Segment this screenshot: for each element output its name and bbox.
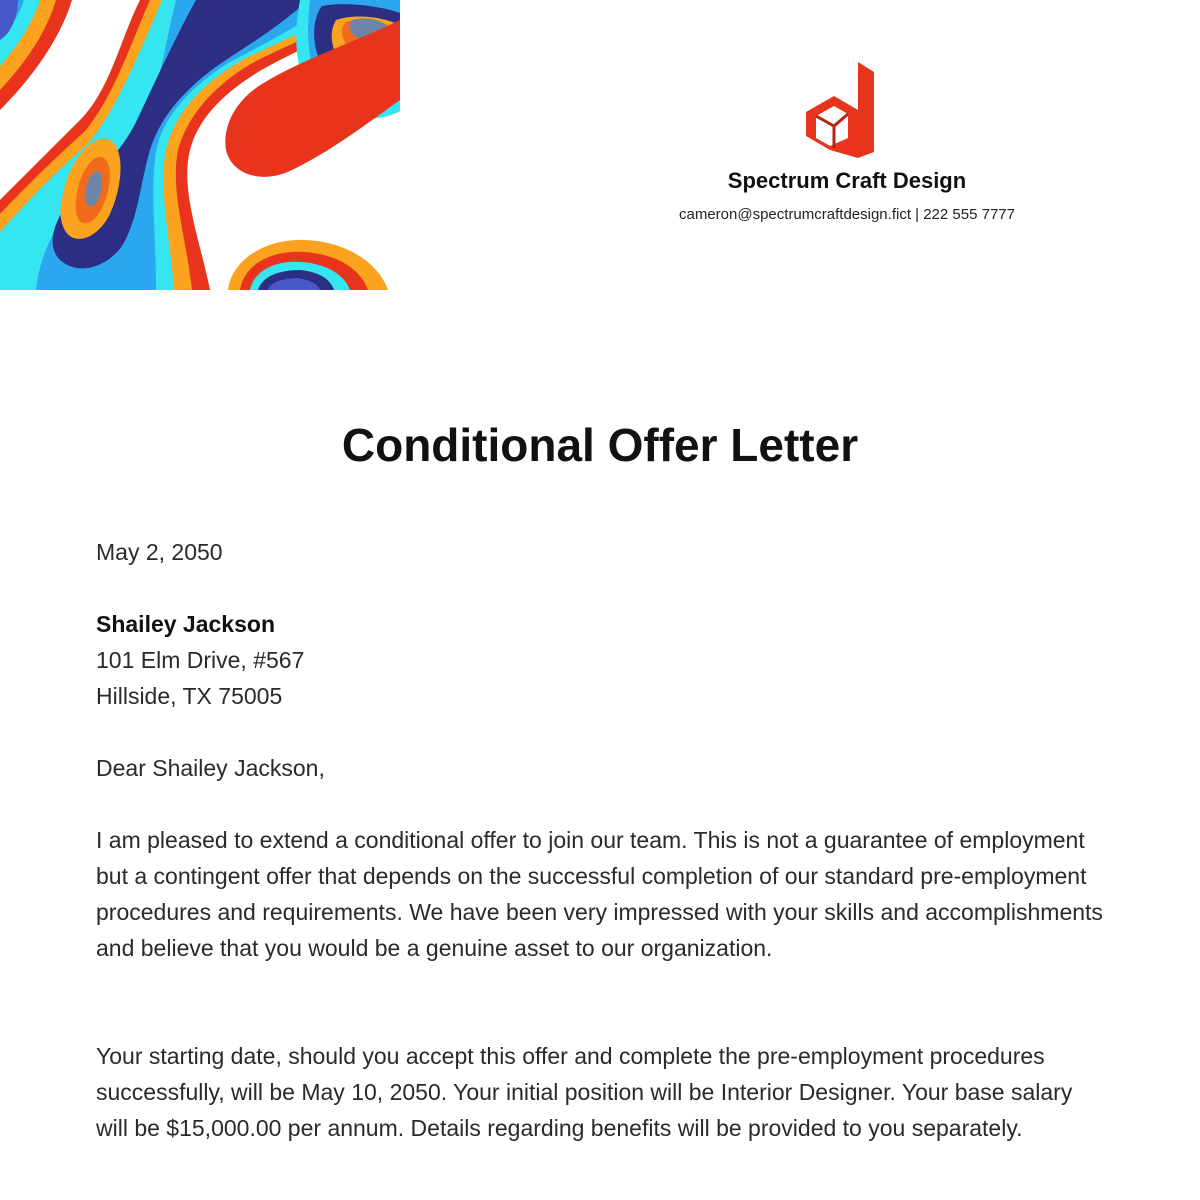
recipient-name: Shailey Jackson [96,611,275,637]
company-name: Spectrum Craft Design [727,168,967,193]
address-line-2: Hillside, TX 75005 [96,683,283,709]
salutation: Dear Shailey Jackson, [96,755,325,781]
body-paragraph: I am pleased to extend a conditional offer to join our team. This is not a guarantee of employment but a contingent offer that depends on the successful completion of our standard pre-employment procedures and requirements. We have been very impressed with your skills and accomplishments and believe that you would be a genuine asset to our organization. [96,827,1103,961]
company-contact: cameron@spectrumcraftdesign.fict | 222 555 7777 [679,206,1015,223]
abstract-wave-decoration [0,0,400,290]
recipient-address [96,606,1106,714]
body-paragraph: Your starting date, should you accept this offer and complete the pre-employment procedures successfully, will be May 10, 2050. Your initial position will be Interior Designer. Your base salary will be $15,000.00 per annum. Details regarding benefits will be provided to you separately. [96,1043,1073,1141]
cube-d-logo-icon [802,62,878,158]
document-title: Conditional Offer Letter [341,419,859,471]
letter-date: May 2, 2050 [96,539,223,565]
address-line-1: 101 Elm Drive, #567 [96,647,305,673]
